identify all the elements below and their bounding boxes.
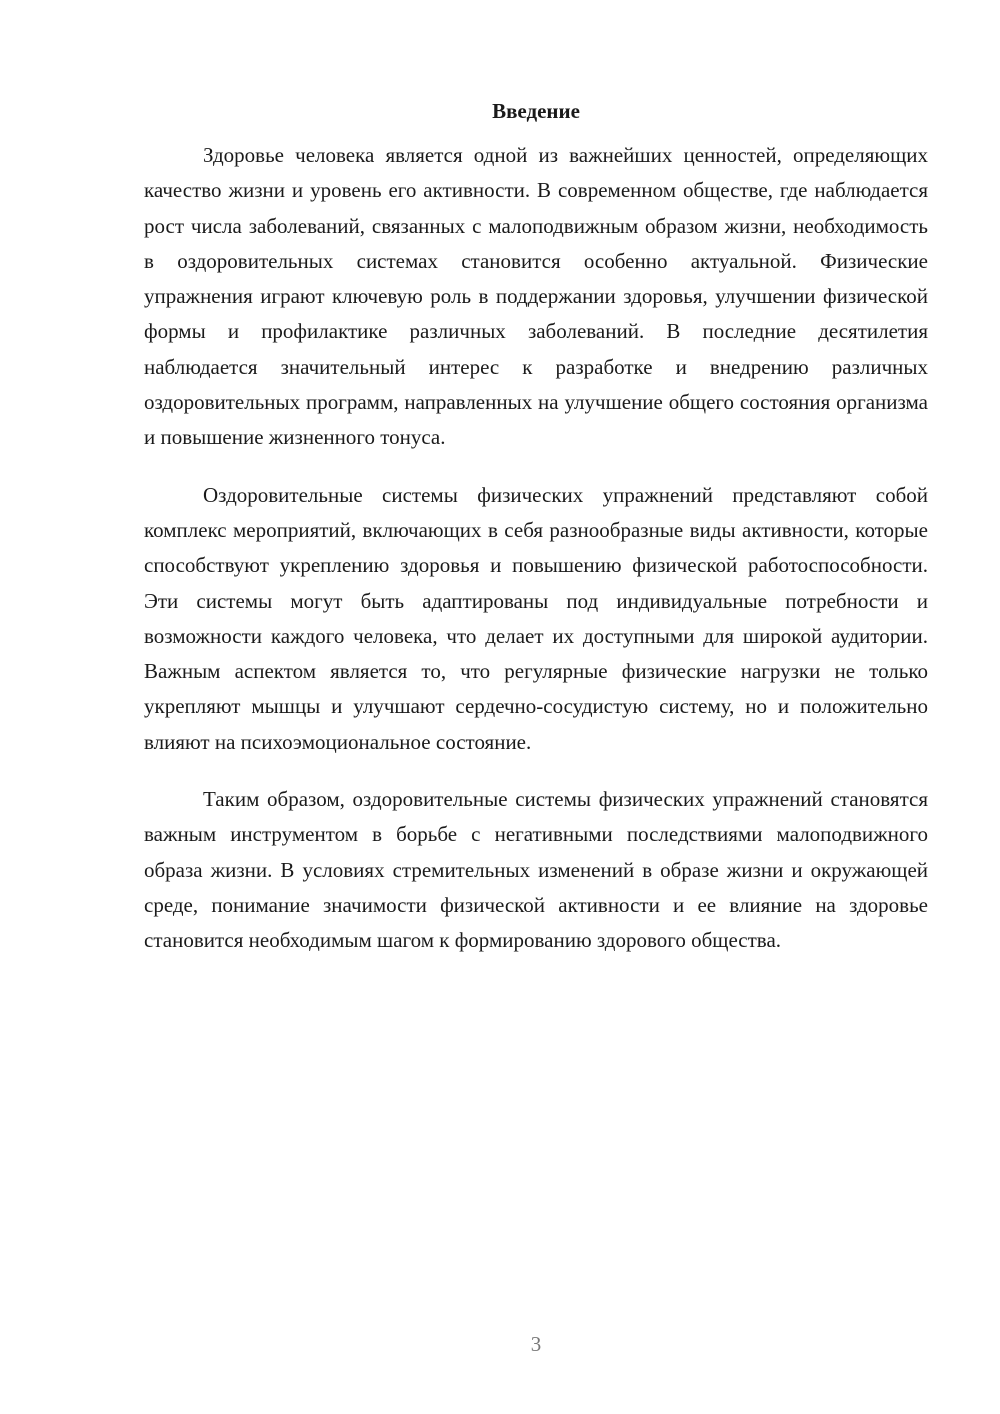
page-content	[144, 96, 928, 981]
section-title: Введение	[492, 99, 580, 123]
page-number: 3	[530, 1332, 542, 1356]
paragraph-1: Здоровье человека является одной из важнейших ценностей, определяющих качество жизни и уровень его активности. В современном обществе, где наблюдается рост числа заболеваний, связанных с малоподвижным образом жизни, необходимость в оздоровительных системах становится особенно актуальной. Физические упражнения играют ключевую роль в поддержании здоровья, улучшении физической формы и профилактике различных заболеваний. В последние десятилетия наблюдается значительный интерес к разработке и внедрению различных оздоровительных программ, направленных на улучшение общего состояния организма и повышение жизненного тонуса.	[144, 143, 928, 450]
paragraph-2: Оздоровительные системы физических упражнений представляют собой комплекс мероприятий, включающих в себя разнообразные виды активности, которые способствуют укреплению здоровья и повышению физической работоспособности. Эти системы могут быть адаптированы под индивидуальные потребности и возможности каждого человека, что делает их доступными для широкой аудитории. Важным аспектом является то, что регулярные физические нагрузки не только укрепляют мышцы и улучшают сердечно-сосудистую систему, но и положительно влияют на психоэмоциональное состояние.	[144, 482, 928, 754]
paragraph-3: Таким образом, оздоровительные системы физических упражнений становятся важным инструментом в борьбе с негативными последствиями малоподвижного образа жизни. В условиях стремительных изменений в образе жизни и окружающей среде, понимание значимости физической активности и ее влияние на здоровье становится необходимым шагом к формированию здорового общества.	[144, 787, 928, 953]
